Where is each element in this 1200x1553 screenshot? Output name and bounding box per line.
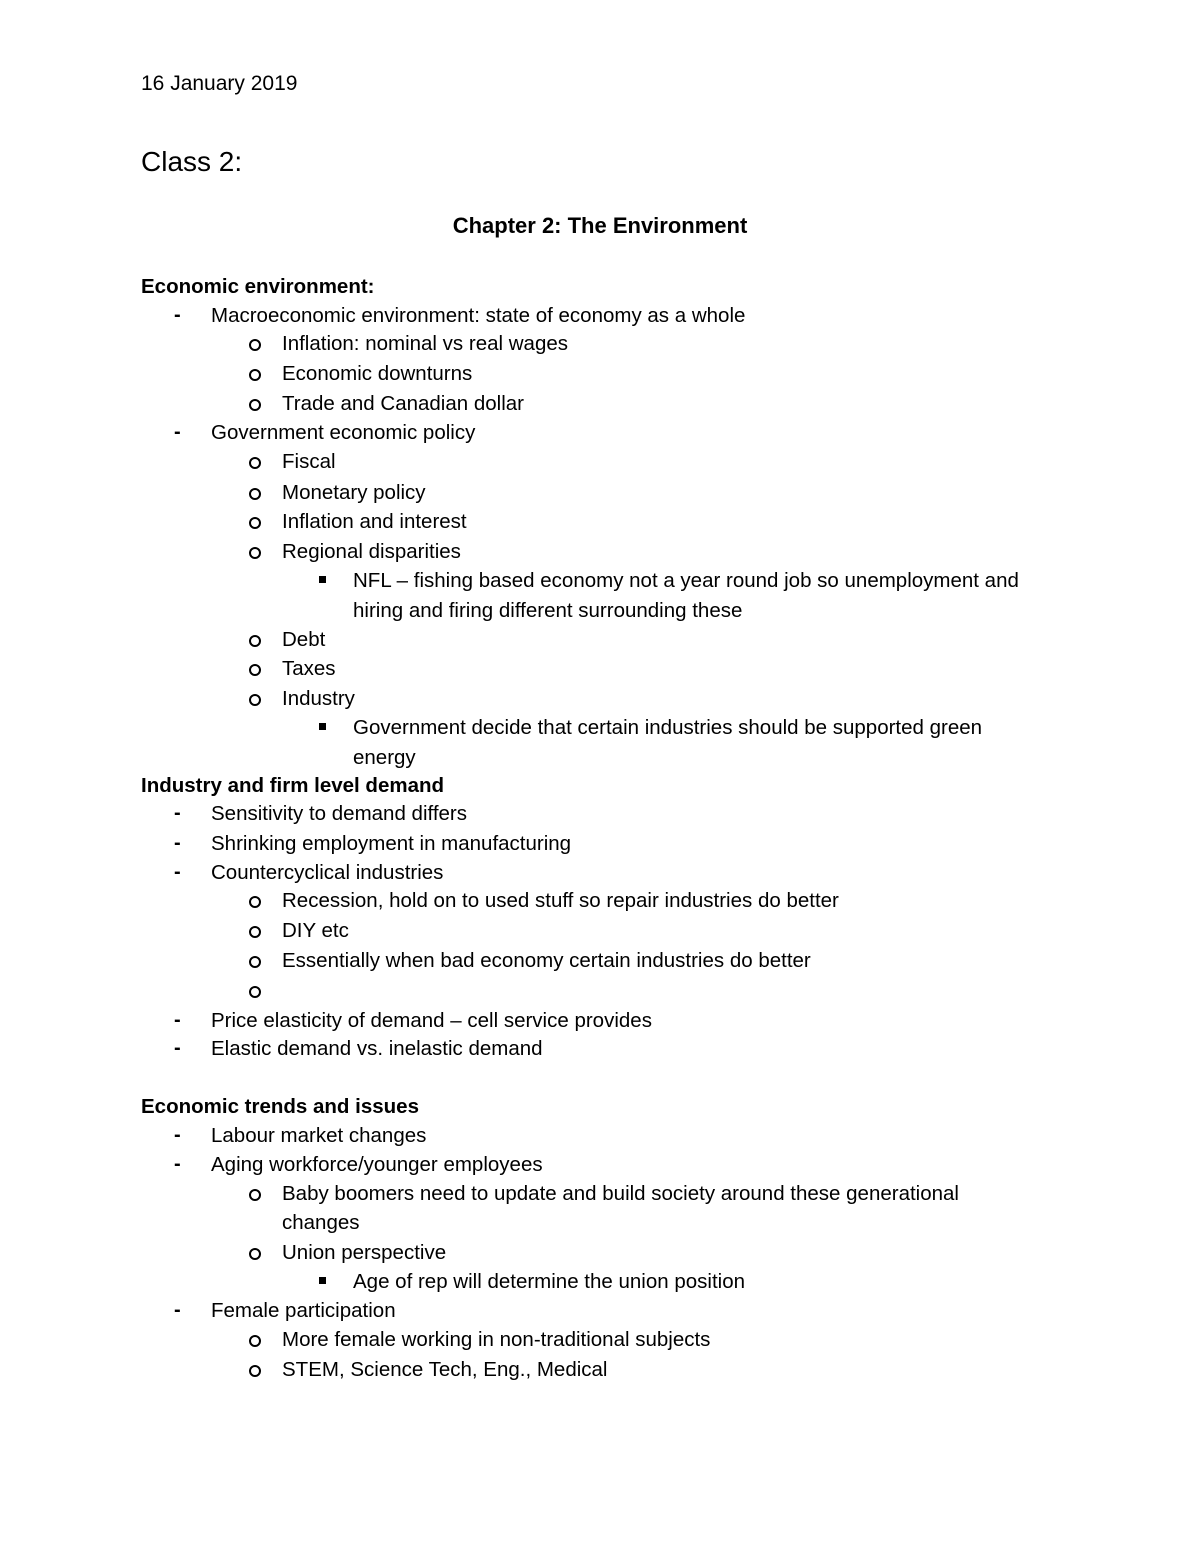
list-item: Inflation and interest — [282, 510, 467, 533]
dash-bullet: - — [174, 861, 181, 883]
circle-bullet-icon — [249, 399, 261, 411]
dash-bullet: - — [174, 1037, 181, 1059]
list-item: Union perspective — [282, 1241, 447, 1264]
list-item-continuation: hiring and firing different surrounding these — [353, 599, 743, 622]
list-item: NFL – fishing based economy not a year round job so unemployment and — [353, 569, 1019, 592]
circle-bullet-icon — [249, 986, 261, 998]
class-title: Class 2: — [141, 146, 243, 177]
circle-bullet-icon — [249, 664, 261, 676]
list-item: Economic downturns — [282, 362, 473, 385]
circle-bullet-icon — [249, 1248, 261, 1260]
list-item: Government decide that certain industries should be supported green — [353, 716, 983, 739]
list-item-continuation: energy — [353, 746, 416, 769]
list-item: Industry — [282, 687, 355, 710]
list-item: Inflation: nominal vs real wages — [282, 332, 569, 355]
list-item: Baby boomers need to update and build society around these generational — [282, 1182, 959, 1205]
square-bullet-icon — [319, 723, 326, 730]
chapter-title: Chapter 2: The Environment — [452, 213, 748, 238]
list-item: Countercyclical industries — [211, 861, 444, 884]
list-item: Female participation — [211, 1299, 396, 1322]
document-date: 16 January 2019 — [141, 72, 298, 95]
section-heading-economic-environment: Economic environment: — [141, 275, 375, 298]
list-item: More female working in non-traditional subjects — [282, 1328, 711, 1351]
list-item: Taxes — [282, 657, 336, 680]
list-item: Age of rep will determine the union position — [353, 1270, 746, 1293]
circle-bullet-icon — [249, 457, 261, 469]
list-item: Debt — [282, 628, 326, 651]
circle-bullet-icon — [249, 1335, 261, 1347]
circle-bullet-icon — [249, 547, 261, 559]
list-item: Macroeconomic environment: state of economy as a whole — [211, 304, 746, 327]
list-item: Trade and Canadian dollar — [282, 392, 524, 415]
list-item: DIY etc — [282, 919, 349, 942]
list-item: Fiscal — [282, 450, 336, 473]
list-item: Essentially when bad economy certain industries do better — [282, 949, 811, 972]
list-item: Regional disparities — [282, 540, 461, 563]
circle-bullet-icon — [249, 1189, 261, 1201]
circle-bullet-icon — [249, 635, 261, 647]
list-item: Elastic demand vs. inelastic demand — [211, 1037, 543, 1060]
list-item: Government economic policy — [211, 421, 476, 444]
list-item: STEM, Science Tech, Eng., Medical — [282, 1358, 608, 1381]
circle-bullet-icon — [249, 339, 261, 351]
circle-bullet-icon — [249, 926, 261, 938]
square-bullet-icon — [319, 1277, 326, 1284]
circle-bullet-icon — [249, 896, 261, 908]
dash-bullet: - — [174, 1299, 181, 1321]
section-heading-economic-trends: Economic trends and issues — [141, 1095, 419, 1118]
dash-bullet: - — [174, 1153, 181, 1175]
list-item: Shrinking employment in manufacturing — [211, 832, 572, 855]
circle-bullet-icon — [249, 517, 261, 529]
list-item: Aging workforce/younger employees — [211, 1153, 543, 1176]
circle-bullet-icon — [249, 956, 261, 968]
list-item: Labour market changes — [211, 1124, 427, 1147]
list-item: Sensitivity to demand differs — [211, 802, 467, 825]
circle-bullet-icon — [249, 488, 261, 500]
dash-bullet: - — [174, 832, 181, 854]
dash-bullet: - — [174, 802, 181, 824]
dash-bullet: - — [174, 421, 181, 443]
circle-bullet-icon — [249, 1365, 261, 1377]
dash-bullet: - — [174, 304, 181, 326]
square-bullet-icon — [319, 576, 326, 583]
list-item: Price elasticity of demand – cell service provides — [211, 1009, 652, 1032]
circle-bullet-icon — [249, 694, 261, 706]
section-heading-industry-demand: Industry and firm level demand — [141, 774, 445, 797]
circle-bullet-icon — [249, 369, 261, 381]
dash-bullet: - — [174, 1124, 181, 1146]
list-item: Monetary policy — [282, 481, 426, 504]
dash-bullet: - — [174, 1009, 181, 1031]
list-item-continuation: changes — [282, 1211, 360, 1234]
list-item: Recession, hold on to used stuff so repair industries do better — [282, 889, 839, 912]
